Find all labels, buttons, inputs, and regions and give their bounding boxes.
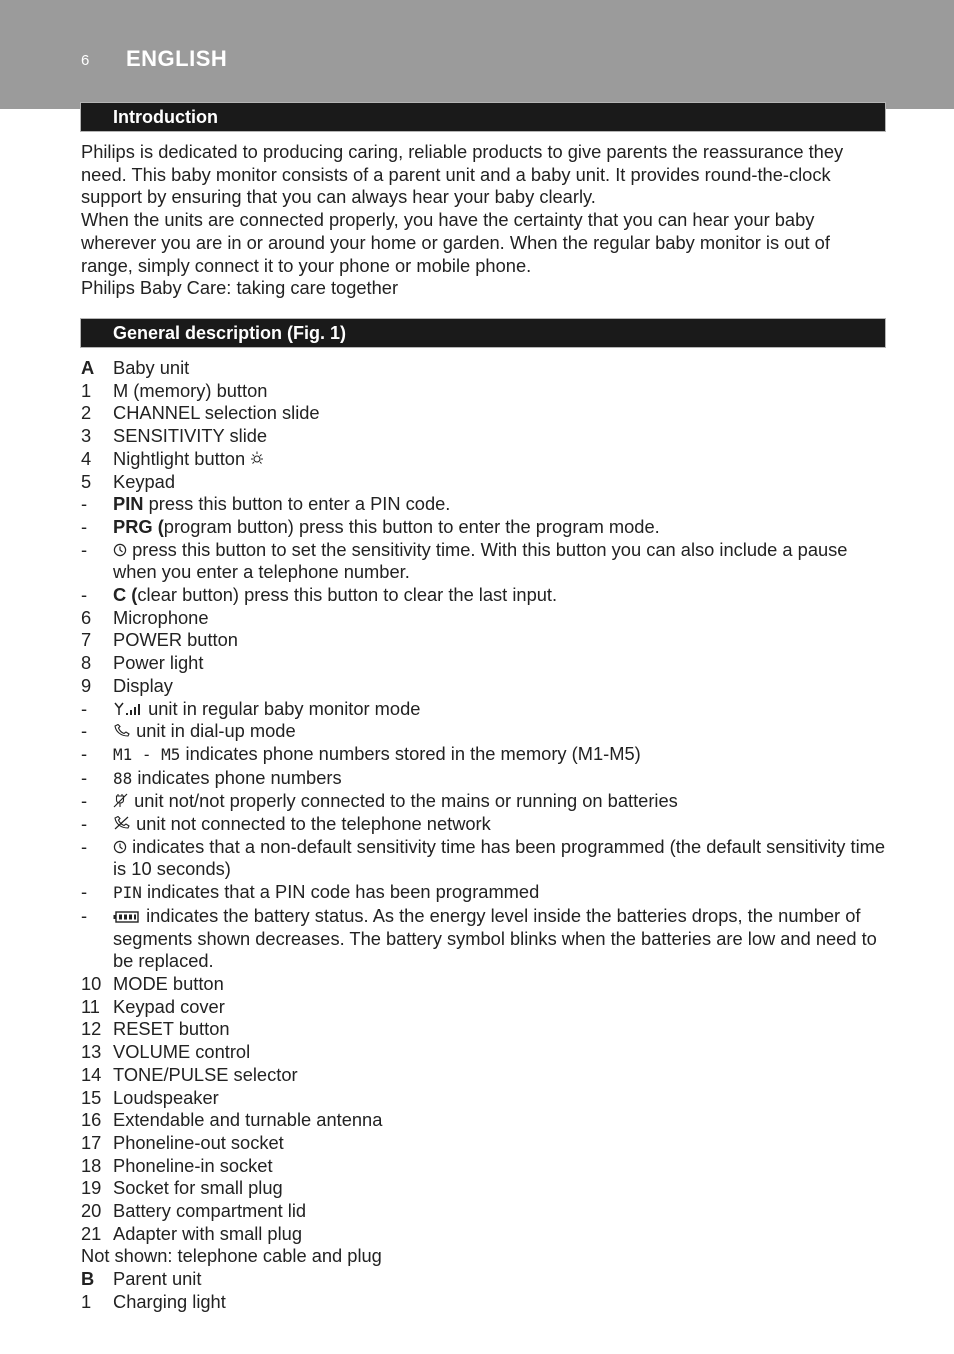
list-item bbox=[81, 1291, 886, 1314]
item-marker: 2 bbox=[81, 402, 92, 424]
item-text: clear button) press this button to clear the last input. bbox=[137, 584, 558, 606]
item-text: Nightlight button bbox=[113, 447, 246, 469]
item-text: TONE/PULSE selector bbox=[113, 1063, 298, 1085]
list-item bbox=[81, 1200, 886, 1223]
lcd-memory-label: M1 - M5 bbox=[113, 744, 181, 764]
sun-icon bbox=[250, 450, 264, 466]
list-item bbox=[81, 402, 886, 425]
intro-paragraph: Philips Baby Care: taking care together bbox=[81, 277, 399, 299]
list-item bbox=[81, 629, 886, 652]
item-text: Adapter with small plug bbox=[113, 1222, 302, 1244]
item-text: Microphone bbox=[113, 606, 209, 628]
item-text: Parent unit bbox=[113, 1268, 202, 1290]
item-text: VOLUME control bbox=[113, 1041, 251, 1063]
list-item bbox=[81, 448, 886, 471]
item-marker: 6 bbox=[81, 606, 92, 628]
item-marker: 19 bbox=[81, 1177, 102, 1199]
list-item bbox=[81, 1087, 886, 1110]
list-item bbox=[81, 1177, 886, 1200]
plug-crossed-icon bbox=[113, 793, 129, 808]
list-item bbox=[81, 516, 886, 539]
item-marker: 17 bbox=[81, 1131, 102, 1153]
list-item bbox=[81, 357, 886, 380]
item-text: Phoneline-out socket bbox=[113, 1131, 284, 1153]
list-item bbox=[81, 1041, 886, 1064]
item-marker: B bbox=[81, 1268, 95, 1290]
item-text: indicates phone numbers stored in the memory (M1-M5) bbox=[180, 742, 641, 764]
list-item bbox=[81, 881, 886, 905]
lcd-digits-label: 88 bbox=[113, 768, 133, 788]
item-text: SENSITIVITY slide bbox=[113, 425, 268, 447]
list-item bbox=[81, 813, 886, 836]
item-marker: 7 bbox=[81, 629, 92, 651]
intro-paragraph: Philips is dedicated to producing caring, reliable products to give parents the reassurance they need. This baby monitor consists of a parent unit and a baby unit. It provides round-the-clock support by ensuring that you can always hear your baby clearly. bbox=[81, 141, 844, 208]
item-text: indicates phone numbers bbox=[132, 766, 342, 788]
item-text: Keypad bbox=[113, 470, 176, 492]
item-marker: - bbox=[81, 584, 88, 606]
item-marker: 16 bbox=[81, 1109, 102, 1131]
list-item bbox=[81, 1064, 886, 1087]
item-marker: - bbox=[81, 538, 88, 560]
item-text: Power light bbox=[113, 652, 204, 674]
list-item bbox=[81, 1268, 886, 1291]
item-marker: - bbox=[81, 766, 88, 788]
item-text: unit not connected to the telephone network bbox=[131, 813, 491, 835]
item-text: Phoneline-in socket bbox=[113, 1154, 273, 1176]
item-marker: - bbox=[81, 813, 88, 835]
item-text: Loudspeaker bbox=[113, 1086, 219, 1108]
item-marker: 10 bbox=[81, 972, 102, 994]
list-item bbox=[81, 471, 886, 494]
list-item bbox=[81, 584, 886, 607]
item-text: MODE button bbox=[113, 972, 224, 994]
item-marker: - bbox=[81, 515, 88, 537]
item-marker: 11 bbox=[81, 995, 100, 1017]
key-label: C ( bbox=[113, 584, 138, 606]
list-item bbox=[81, 652, 886, 675]
item-text: RESET button bbox=[113, 1018, 230, 1040]
list-item bbox=[81, 539, 886, 584]
language-title: ENGLISH bbox=[126, 46, 228, 71]
phone-crossed-icon bbox=[113, 816, 131, 831]
list-item bbox=[81, 905, 886, 973]
antenna-signal-icon bbox=[113, 702, 143, 716]
item-marker: - bbox=[81, 881, 88, 903]
item-marker: 1 bbox=[81, 379, 92, 401]
key-label: PRG ( bbox=[113, 515, 164, 537]
item-marker: 5 bbox=[81, 470, 92, 492]
item-text: POWER button bbox=[113, 629, 238, 651]
list-item bbox=[81, 675, 886, 698]
phone-handset-icon bbox=[113, 724, 131, 738]
item-text: indicates that a PIN code has been programmed bbox=[141, 881, 540, 903]
item-marker: 9 bbox=[81, 674, 92, 696]
item-marker: 8 bbox=[81, 652, 92, 674]
list-item bbox=[81, 973, 886, 996]
list-item bbox=[81, 996, 886, 1019]
clock-icon bbox=[113, 840, 127, 854]
list-item bbox=[81, 720, 886, 743]
item-marker: - bbox=[81, 697, 88, 719]
item-marker: 13 bbox=[81, 1041, 102, 1063]
list-item bbox=[81, 698, 886, 721]
item-text: Charging light bbox=[113, 1290, 226, 1312]
page-number: 6 bbox=[81, 52, 90, 69]
item-marker: 12 bbox=[81, 1018, 102, 1040]
item-marker: - bbox=[81, 493, 88, 515]
list-item bbox=[81, 380, 886, 403]
item-marker: 3 bbox=[81, 425, 92, 447]
item-marker: 18 bbox=[81, 1154, 102, 1176]
key-label: PIN bbox=[113, 493, 144, 515]
item-marker: - bbox=[81, 835, 88, 857]
item-marker: - bbox=[81, 904, 88, 926]
list-item bbox=[81, 790, 886, 813]
intro-paragraph: When the units are connected properly, you have the certainty that you can hear your baby wherever you are in or around your home or garden. When the regular baby monitor is out of range, simply connect it to your phone or mobile phone. bbox=[81, 209, 830, 276]
item-text: CHANNEL selection slide bbox=[113, 402, 320, 424]
item-marker: 20 bbox=[81, 1200, 102, 1222]
battery-icon bbox=[113, 911, 141, 923]
parts-list bbox=[81, 357, 886, 1314]
item-marker: 15 bbox=[81, 1086, 102, 1108]
item-marker: 1 bbox=[81, 1290, 92, 1312]
item-text: indicates that a non-default sensitivity time has been programmed (the default sensitivity time is 10 seconds) bbox=[113, 835, 886, 880]
item-text: unit in regular baby monitor mode bbox=[143, 697, 421, 719]
item-marker: 4 bbox=[81, 447, 92, 469]
item-marker: 21 bbox=[81, 1222, 102, 1244]
item-marker: - bbox=[81, 790, 88, 812]
list-item bbox=[81, 1155, 886, 1178]
item-marker: - bbox=[81, 742, 88, 764]
item-marker: 14 bbox=[81, 1063, 102, 1085]
list-item bbox=[81, 1109, 886, 1132]
section-title: General description (Fig. 1) bbox=[113, 323, 347, 343]
item-text: Display bbox=[113, 674, 173, 696]
list-item bbox=[81, 1223, 886, 1246]
item-text: unit not/not properly connected to the mains or running on batteries bbox=[129, 790, 678, 812]
section-heading-general-description bbox=[81, 319, 885, 347]
list-item bbox=[81, 493, 886, 516]
section-title: Introduction bbox=[113, 107, 218, 127]
list-item bbox=[81, 1132, 886, 1155]
list-item bbox=[81, 836, 886, 881]
clock-icon bbox=[113, 543, 127, 557]
item-text: press this button to set the sensitivity time. With this button you can also include a pause when you enter a telephone number. bbox=[113, 538, 848, 583]
item-text: unit in dial-up mode bbox=[131, 720, 296, 742]
section-heading-introduction bbox=[81, 103, 885, 131]
item-text: Keypad cover bbox=[113, 995, 225, 1017]
introduction-body bbox=[81, 141, 886, 300]
item-text: indicates the battery status. As the energy level inside the batteries drops, the number of segments shown decreases. The battery symbol blinks when the batteries are low and need to be replaced. bbox=[113, 904, 877, 972]
item-text: program button) press this button to enter the program mode. bbox=[163, 515, 660, 537]
item-marker: A bbox=[81, 357, 95, 378]
list-item bbox=[81, 607, 886, 630]
page-header bbox=[0, 0, 954, 109]
item-text: Battery compartment lid bbox=[113, 1200, 307, 1222]
item-text: M (memory) button bbox=[113, 379, 268, 401]
item-text: Extendable and turnable antenna bbox=[113, 1109, 383, 1131]
item-text: press this button to enter a PIN code. bbox=[143, 493, 451, 515]
item-text: Baby unit bbox=[113, 357, 190, 378]
list-item bbox=[81, 743, 886, 767]
list-item bbox=[81, 425, 886, 448]
list-item bbox=[81, 767, 886, 791]
item-marker: - bbox=[81, 720, 88, 742]
item-text: Not shown: telephone cable and plug bbox=[81, 1245, 382, 1267]
lcd-pin-label: PIN bbox=[113, 883, 142, 903]
list-item bbox=[81, 1018, 886, 1041]
item-text: Socket for small plug bbox=[113, 1177, 283, 1199]
list-note bbox=[81, 1245, 886, 1268]
